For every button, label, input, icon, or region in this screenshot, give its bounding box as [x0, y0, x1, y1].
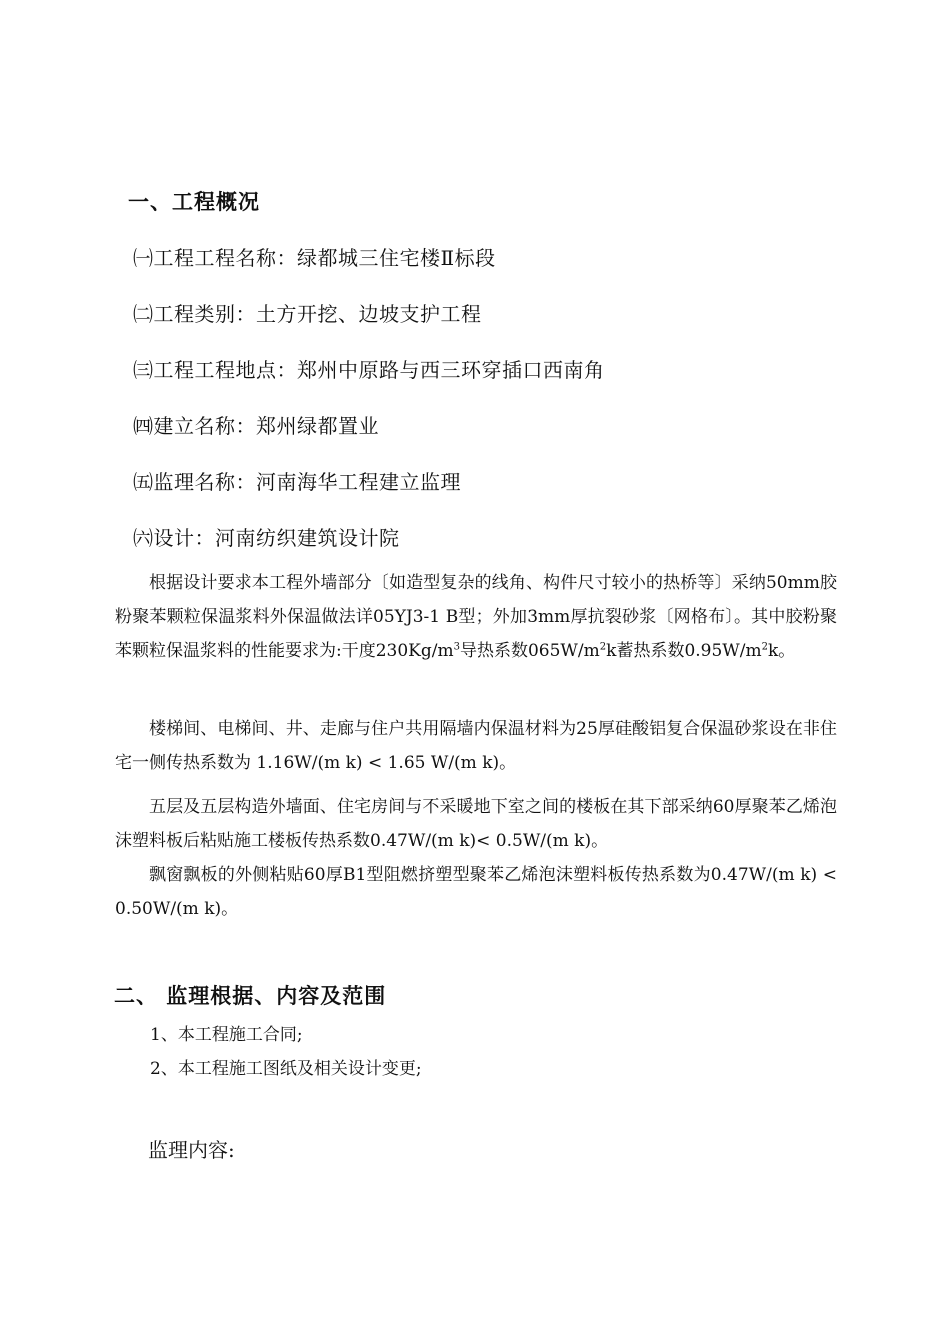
basis-list-item-1: 1、本工程施工合同;: [150, 1025, 303, 1045]
paragraph-1-part-d: k。: [768, 641, 796, 661]
paragraph-stairwell-insulation: 楼梯间、电梯间、井、走廊与住户共用隔墙内保温材料为25厚硅酸铝复合保温砂浆设在非住宅一侧传热系数为 1.16W/(m k) < 1.65 W/(m k)。: [115, 719, 837, 773]
overview-item-builder: ㈣建立名称：郑州绿都置业: [133, 414, 379, 438]
basis-list-item-2: 2、本工程施工图纸及相关设计变更;: [150, 1059, 422, 1079]
superscript-3: 3: [453, 641, 460, 653]
overview-item-supervisor: ㈤监理名称：河南海华工程建立监理: [133, 470, 461, 494]
paragraph-insulation-exterior: [115, 566, 837, 668]
paragraph-floor-slab-insulation: 五层及五层构造外墙面、住宅房间与不采暖地下室之间的楼板在其下部采纳60厚聚苯乙烯泡沫塑料板后粘贴施工楼板传热系数0.47W/(m k)< 0.5W/(m k)。: [115, 797, 837, 851]
overview-item-location: ㈢工程工程地点：郑州中原路与西三环穿插口西南角: [133, 358, 605, 382]
paragraph-1-part-c: k蓄热系数0.95W/m: [606, 641, 762, 661]
paragraph-1-part-a: 根据设计要求本工程外墙部分〔如造型复杂的线角、构件尺寸较小的热桥等〕采纳50mm胶粉聚苯颗粒保温浆料外保温做法详05YJ3-1 B型；外加3mm厚抗裂砂浆〔网格布〕。其中胶粉聚苯颗粒保温浆料的性能要求为:干度230Kg/m: [115, 573, 837, 661]
overview-item-designer: ㈥设计：河南纺织建筑设计院: [133, 526, 400, 550]
superscript-2a: 2: [599, 641, 607, 653]
paragraph-1-part-b: 导热系数065W/m: [459, 641, 600, 661]
supervision-content-subheading: 监理内容:: [148, 1138, 235, 1162]
section-2-heading: 二、 监理根据、内容及范围: [114, 984, 387, 1008]
overview-item-name: ㈠工程工程名称：绿都城三住宅楼Ⅱ标段: [133, 246, 496, 270]
paragraph-bay-window-insulation: 飘窗飘板的外侧粘贴60厚B1型阻燃挤塑型聚苯乙烯泡沫塑料板传热系数为0.47W/(m k) < 0.50W/(m k)。: [115, 865, 837, 919]
section-1-heading: 一、工程概况: [128, 190, 260, 214]
overview-item-category: ㈡工程类别：土方开挖、边坡支护工程: [133, 302, 482, 326]
superscript-2b: 2: [761, 641, 768, 653]
